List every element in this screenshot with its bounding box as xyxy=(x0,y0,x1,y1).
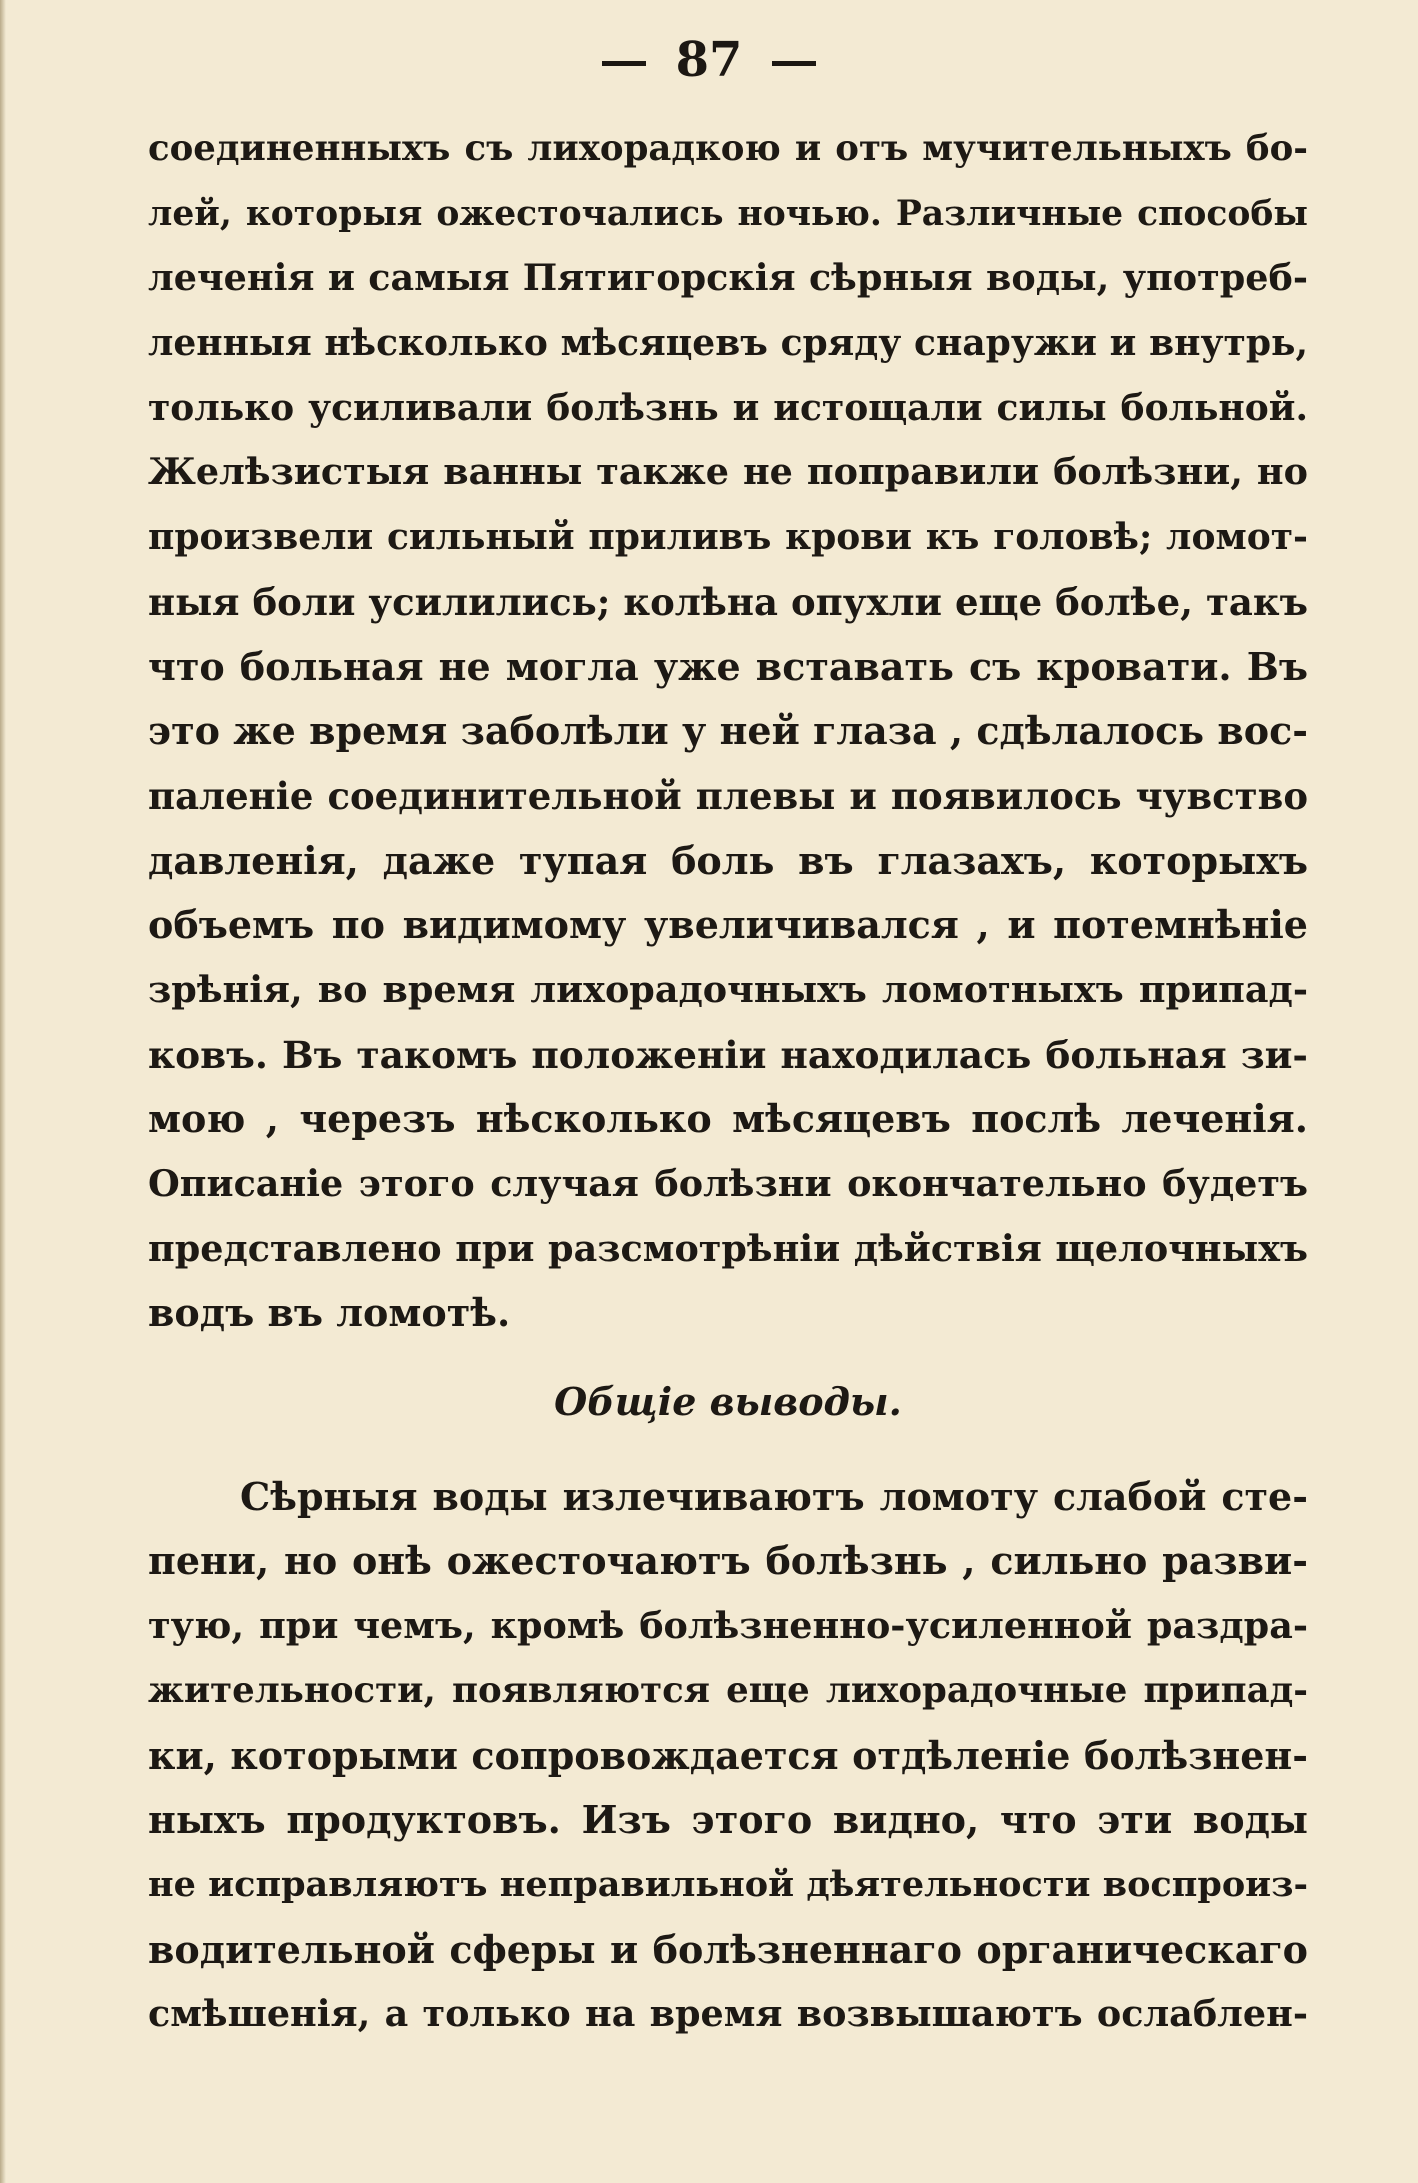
text-line: это же время заболѣли у ней глаза , сдѣлалось вос- xyxy=(148,708,1308,754)
right-dash xyxy=(772,61,816,66)
text-line: ныхъ продуктовъ. Изъ этого видно, что эти воды xyxy=(148,1797,1308,1843)
text-line: ныя боли усилились; колѣна опухли еще болѣе, такъ xyxy=(148,579,1308,624)
text-line: Сѣрныя воды излечиваютъ ломоту слабой сте- xyxy=(240,1473,1308,1519)
text-line: Желѣзистыя ванны также не поправили болѣзни, но xyxy=(148,450,1308,494)
text-line: зрѣнія, во время лихорадочныхъ ломотныхъ припад- xyxy=(148,967,1308,1011)
paragraph-2 xyxy=(148,1465,1308,2047)
text-line: ковъ. Въ такомъ положеніи находилась больная зи- xyxy=(148,1032,1308,1077)
text-line: мою , черезъ нѣсколько мѣсяцевъ послѣ леченія. xyxy=(148,1096,1308,1142)
text-line: ки, которыми сопровождается отдѣленіе болѣзнен- xyxy=(148,1732,1308,1778)
text-line: не исправляютъ неправильной дѣятельности воспроиз- xyxy=(148,1863,1308,1905)
text-line: паленіе соединительной плевы и появилось чувство xyxy=(148,773,1308,818)
text-line: лей, которыя ожесточались ночью. Различные способы xyxy=(148,193,1308,234)
text-line: давленія, даже тупая боль въ глазахъ, которыхъ xyxy=(148,837,1308,883)
text-line: Описаніе этого случая болѣзни окончательно будетъ xyxy=(148,1162,1308,1205)
page-edge-shadow xyxy=(0,0,6,2183)
left-dash xyxy=(602,61,646,66)
text-line: леченія и самыя Пятигорскія сѣрныя воды, употреб- xyxy=(148,256,1308,300)
page-number: 87 xyxy=(675,32,743,88)
text-line: смѣшенія, а только на время возвышаютъ ослаблен- xyxy=(148,1992,1308,2036)
text-line: представлено при разсмотрѣніи дѣйствія щелочныхъ xyxy=(148,1226,1308,1270)
text-line: произвели сильный приливъ крови къ головѣ; ломот- xyxy=(148,516,1308,559)
paragraph-1 xyxy=(148,117,1308,1346)
text-line: жительности, появляются еще лихорадочные припад- xyxy=(148,1669,1308,1711)
text-line: объемъ по видимому увеличивался , и потемнѣніе xyxy=(148,902,1308,948)
text-line: тую, при чемъ, кромѣ болѣзненно-усиленной раздра- xyxy=(148,1604,1308,1648)
body-text xyxy=(148,117,1308,2047)
text-line: только усиливали болѣзнь и истощали силы больной. xyxy=(148,386,1308,429)
text-line: что больная не могла уже вставать съ кровати. Въ xyxy=(148,643,1308,689)
text-line: ленныя нѣсколько мѣсяцевъ сряду снаружи и внутрь, xyxy=(148,322,1308,365)
section-heading: Общіе выводы. xyxy=(554,1379,902,1425)
running-head xyxy=(0,22,1418,98)
text-line: водительной сферы и болѣзненнаго органическаго xyxy=(148,1926,1308,1972)
text-line: соединенныхъ съ лихорадкою и отъ мучительныхъ бо- xyxy=(148,128,1308,169)
text-line: пени, но онѣ ожесточаютъ болѣзнь , сильно разви- xyxy=(148,1538,1308,1584)
text-line: водъ въ ломотѣ. xyxy=(148,1290,511,1336)
